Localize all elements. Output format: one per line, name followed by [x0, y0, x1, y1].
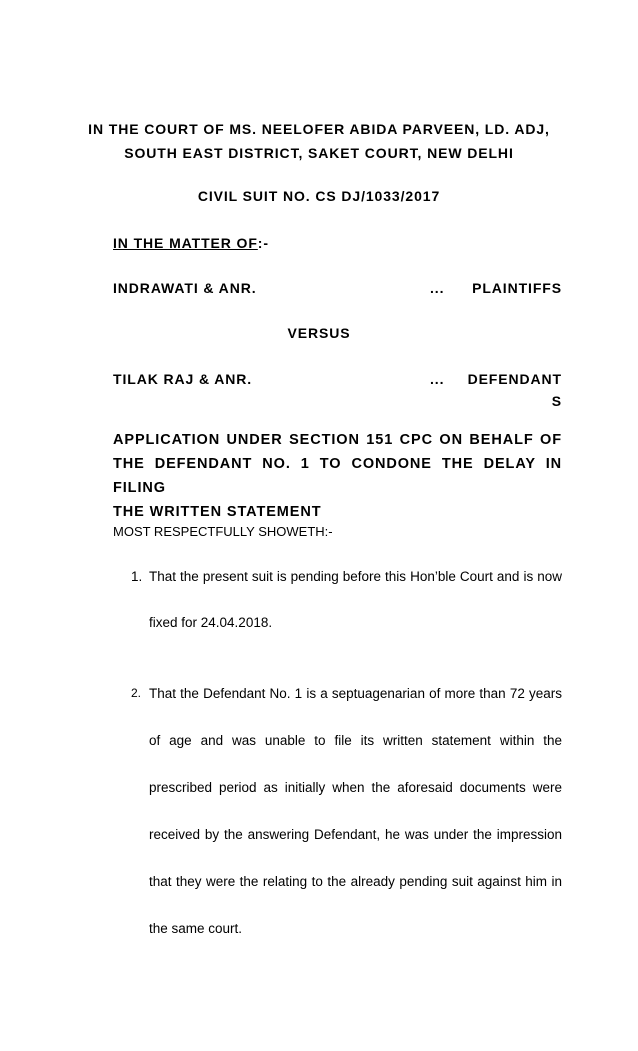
court-title-line-1: IN THE COURT OF MS. NEELOFER ABIDA PARVEEN, LD. ADJ, — [88, 121, 550, 137]
paragraph-1-number: 1. — [131, 569, 143, 584]
paragraph-2-line-4: received by the answering Defendant, he was under the impression — [149, 827, 562, 842]
matter-heading — [113, 235, 269, 251]
paragraph-2-line-5: that they were the relating to the already pending suit against him in — [149, 874, 562, 889]
defendant-dots: ... — [430, 371, 445, 387]
defendant-name: TILAK RAJ & ANR. — [113, 371, 253, 387]
application-line-3: THE WRITTEN STATEMENT — [113, 504, 322, 520]
defendant-role-line-2: S — [551, 393, 562, 409]
paragraph-1-line-1: That the present suit is pending before this Hon’ble Court and is now — [149, 569, 562, 584]
matter-label: IN THE MATTER OF — [113, 235, 258, 251]
defendant-role-line-1: DEFENDANT — [467, 371, 562, 387]
suit-number: CIVIL SUIT NO. CS DJ/1033/2017 — [197, 188, 441, 204]
paragraph-2-line-2: of age and was unable to file its written statement within the — [149, 733, 562, 748]
application-heading — [113, 428, 562, 524]
plaintiff-dots: ... — [430, 280, 445, 296]
matter-suffix: :- — [257, 235, 269, 251]
paragraph-2-line-3: prescribed period as initially when the aforesaid documents were — [149, 780, 562, 795]
application-line-1: APPLICATION UNDER SECTION 151 CPC ON BEHALF OF — [113, 432, 562, 448]
paragraph-2-number: 2. — [131, 686, 142, 700]
paragraph-2-line-1: That the Defendant No. 1 is a septuagenarian of more than 72 years — [149, 686, 562, 701]
court-title-line-2: SOUTH EAST DISTRICT, SAKET COURT, NEW DELHI — [124, 145, 514, 161]
plaintiff-role: PLAINTIFFS — [472, 280, 562, 296]
showeth-label: MOST RESPECTFULLY SHOWETH:- — [113, 524, 333, 539]
paragraph-2-line-6: the same court. — [149, 921, 243, 936]
application-line-2: THE DEFENDANT NO. 1 TO CONDONE THE DELAY IN FILING — [113, 456, 562, 496]
paragraph-1-line-2: fixed for 24.04.2018. — [149, 615, 273, 630]
plaintiff-name: INDRAWATI & ANR. — [113, 280, 257, 296]
versus-label: VERSUS — [287, 325, 351, 341]
